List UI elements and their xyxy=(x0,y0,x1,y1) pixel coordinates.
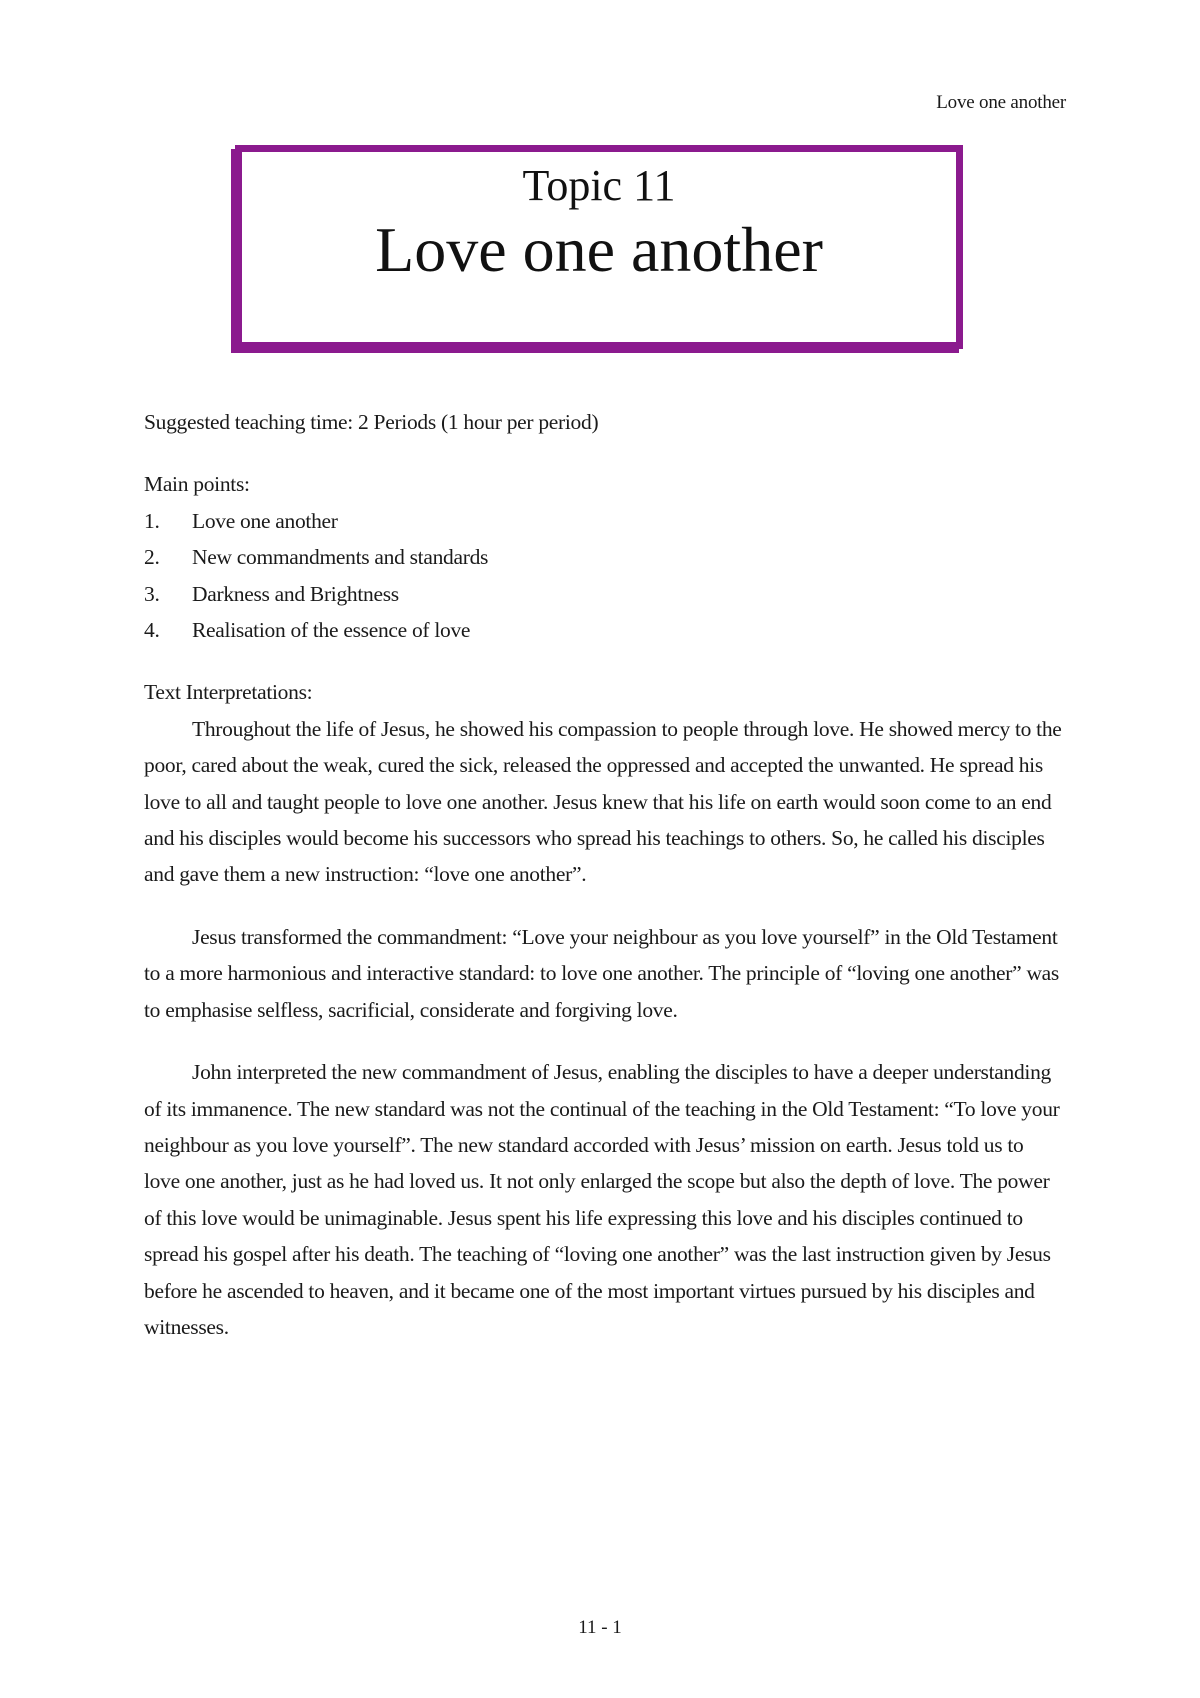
paragraph: John interpreted the new commandment of Jesus, enabling the disciples to have a deeper understanding of its immanence. The new standard was not the continual of the teaching in the Old Testament: “To love your neighbour as you love yourself”. The new standard accorded with Jesus’ mission on earth. Jesus told us to love one another, just as he had loved us. It not only enlarged the scope but also the depth of love. The power of this love would be unimaginable. Jesus spent his life expressing this love and his disciples continued to spread his gospel after his death. The teaching of “loving one another” was the last instruction given by Jesus before he ascended to heaven, and it became one of the most important virtues pursued by his disciples and witnesses. xyxy=(144,1060,1060,1339)
spacer xyxy=(144,440,1062,466)
topic-number: Topic 11 xyxy=(522,161,676,210)
spacer xyxy=(144,1028,1062,1054)
topic-title: Love one another xyxy=(375,214,823,285)
list-item xyxy=(144,612,1062,648)
paragraph: Throughout the life of Jesus, he showed his compassion to people through love. He showed mercy to the poor, cared about the weak, cured the sick, released the oppressed and accepted the unwanted. He spread his love to all and taught people to love one another. Jesus knew that his life on earth would soon come to an end and his disciples would become his successors who spread his teachings to others. So, he called his disciples and gave them a new instruction: “love one another”. xyxy=(144,716,1062,887)
main-points-heading: Main points: xyxy=(144,472,250,497)
list-item-number: 1. xyxy=(144,508,160,533)
title-box xyxy=(235,145,963,349)
paragraph: Jesus transformed the commandment: “Love your neighbour as you love yourself” in the Old Testament to a more harmonious and interactive standard: to love one another. The principle of “loving one another” was to emphasise selfless, sacrificial, considerate and forgiving love. xyxy=(144,924,1059,1022)
main-points-list xyxy=(144,503,1062,649)
page-number: 11 - 1 xyxy=(578,1617,622,1638)
teaching-time: Suggested teaching time: 2 Periods (1 hour per period) xyxy=(144,410,599,434)
list-item-number: 3. xyxy=(144,581,160,606)
document-body xyxy=(144,404,1062,1345)
list-item-text: Love one another xyxy=(192,508,338,533)
list-item xyxy=(144,539,1062,575)
list-item-number: 4. xyxy=(144,618,160,643)
list-item-text: Realisation of the essence of love xyxy=(192,618,471,643)
spacer xyxy=(144,893,1062,919)
running-header: Love one another xyxy=(936,92,1066,113)
text-interpretations-heading: Text Interpretations: xyxy=(144,680,313,705)
list-item-number: 2. xyxy=(144,545,160,570)
spacer xyxy=(144,648,1062,674)
list-item xyxy=(144,576,1062,612)
list-item-text: Darkness and Brightness xyxy=(192,581,399,606)
list-item xyxy=(144,503,1062,539)
list-item-text: New commandments and standards xyxy=(192,545,489,570)
